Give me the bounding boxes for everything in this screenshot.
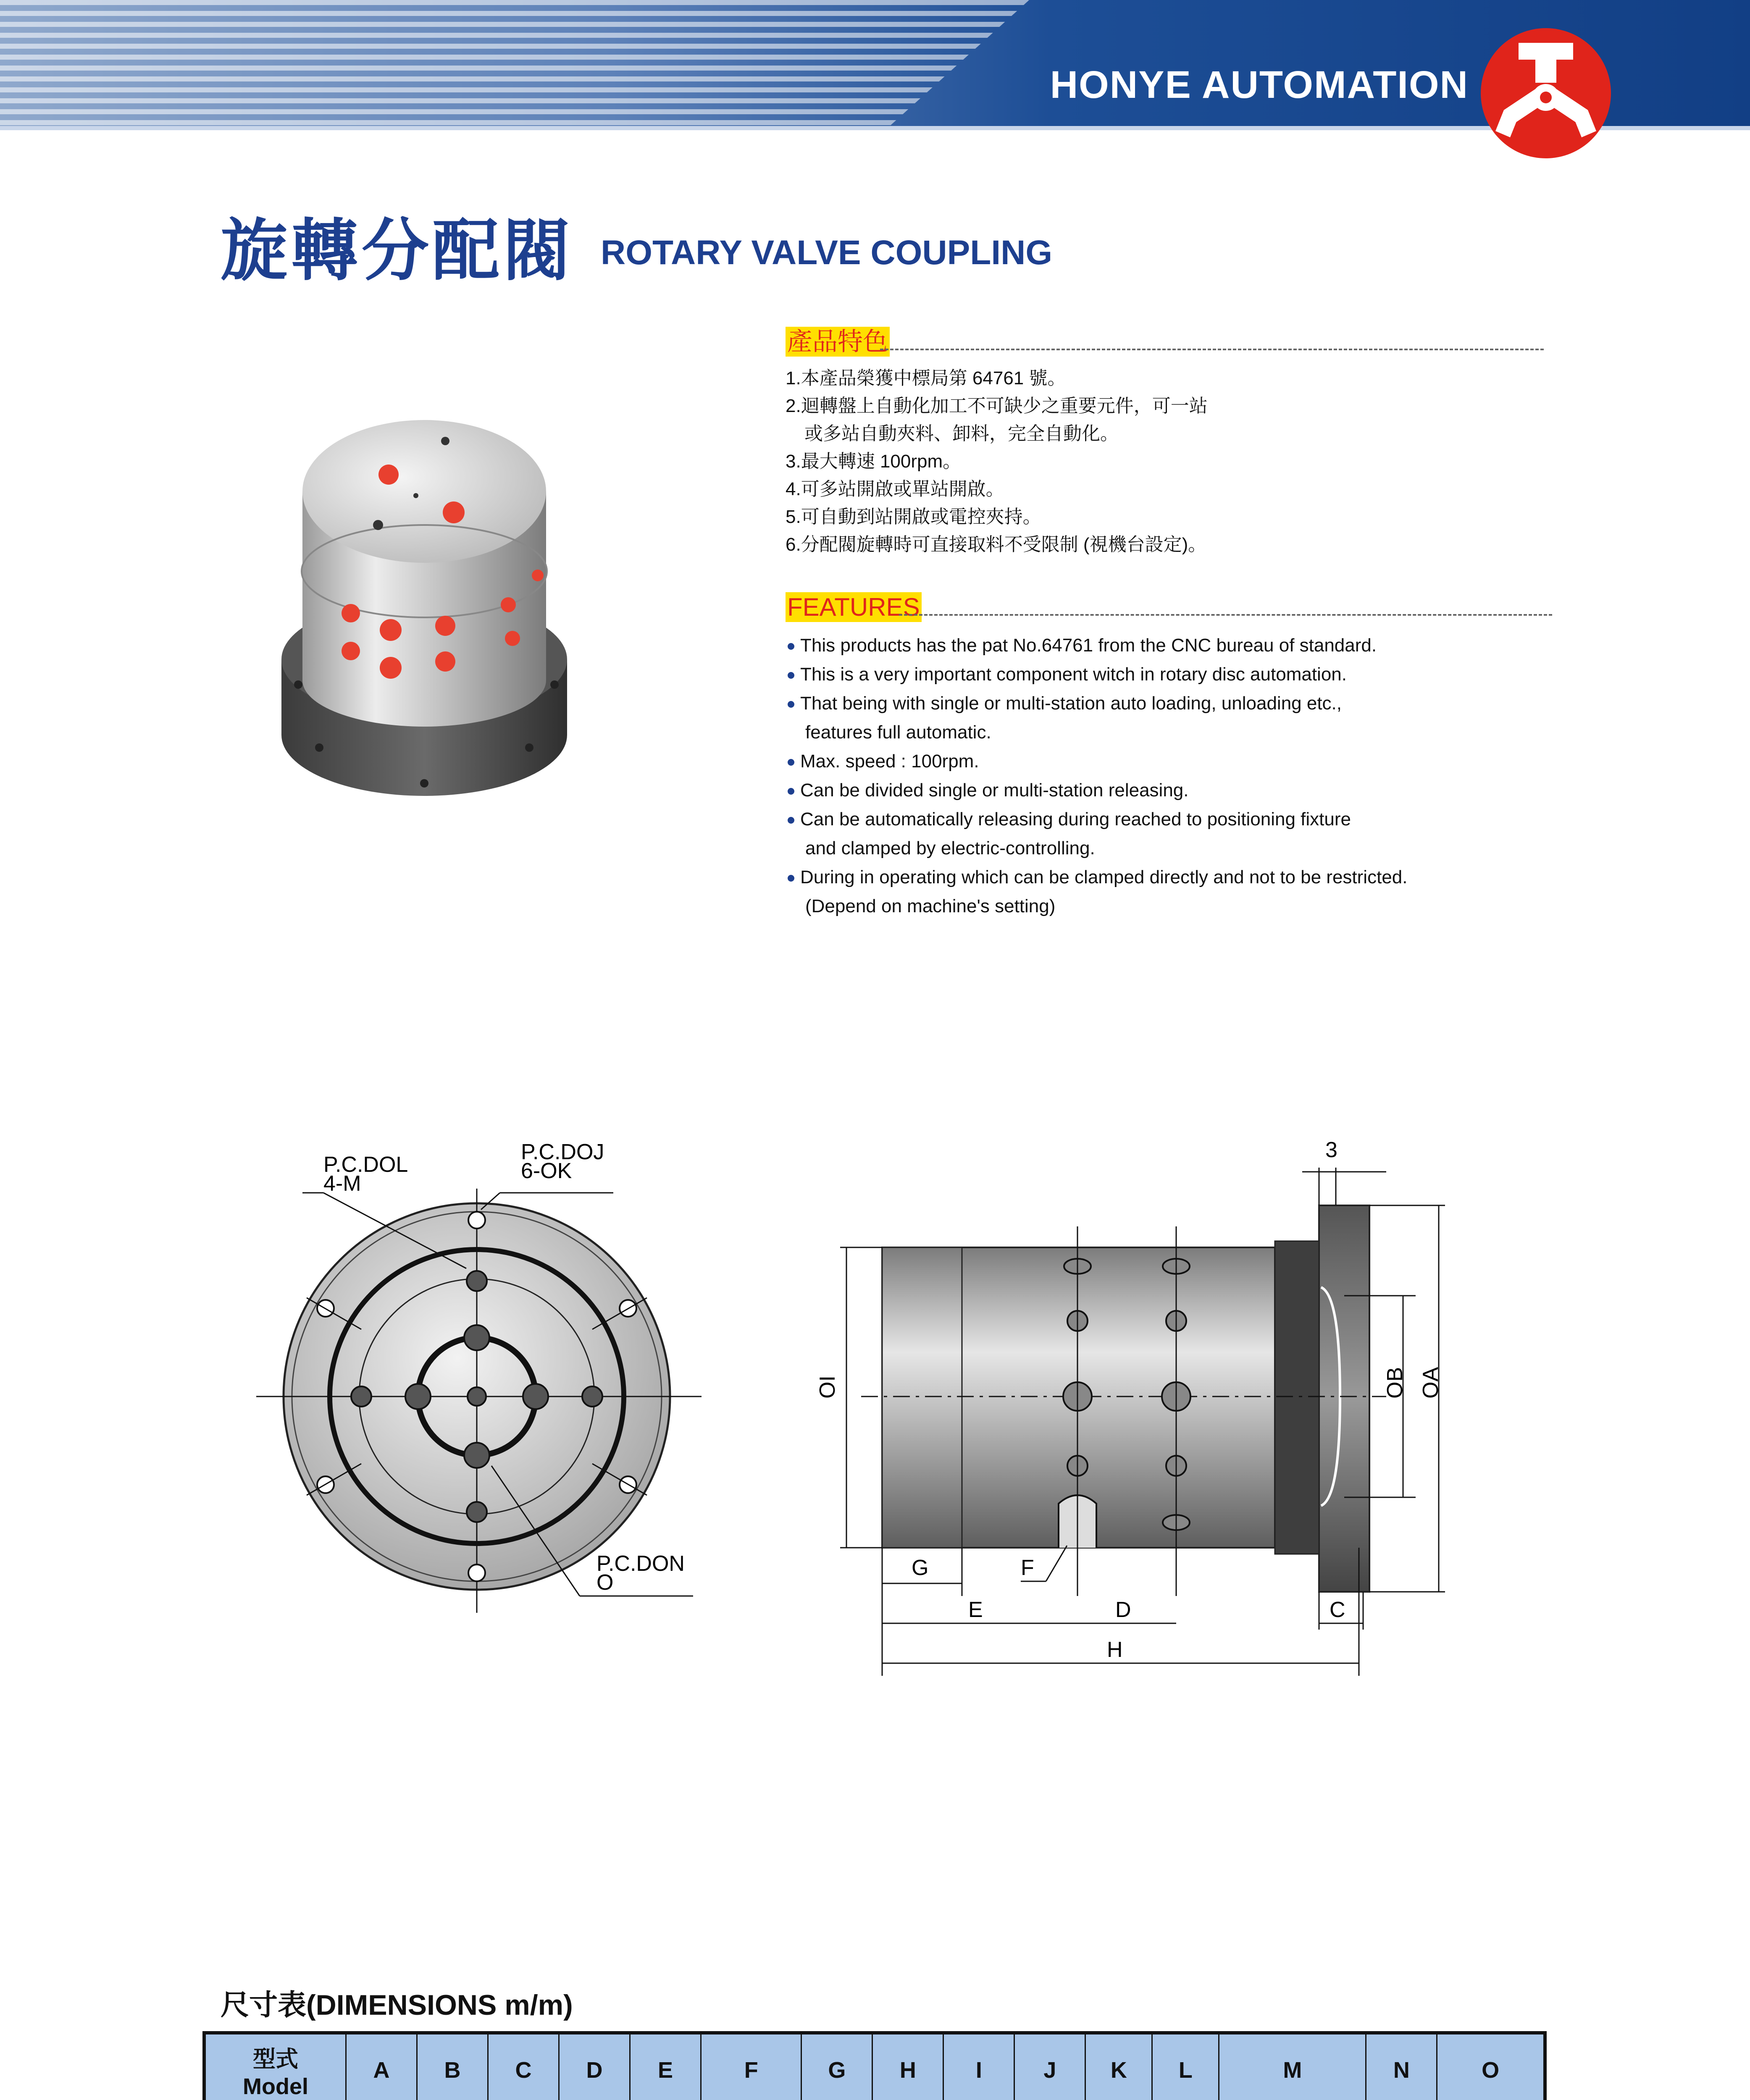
features-en-item: features full automatic. xyxy=(805,722,991,743)
features-en-item: Can be automatically releasing during reached to positioning fixture xyxy=(788,805,1407,834)
bullet-icon xyxy=(788,788,794,795)
features-en-divider xyxy=(899,614,1552,616)
dimensions-title: 尺寸表(DIMENSIONS m/m) xyxy=(221,1989,573,2021)
header-stripes xyxy=(0,0,1029,130)
label-pcd-on: P.C.DON xyxy=(596,1551,685,1576)
features-en-item: (Depend on machine's setting) xyxy=(805,896,1056,916)
features-cn-divider xyxy=(880,349,1544,350)
column-header: J xyxy=(1014,2033,1085,2100)
column-header: K xyxy=(1085,2033,1152,2100)
features-en-item: That being with single or multi-station auto loading, unloading etc., xyxy=(788,689,1407,718)
product-photo xyxy=(269,391,580,819)
label-4m: 4-M xyxy=(323,1171,361,1196)
column-header: F xyxy=(701,2033,801,2100)
features-cn-section xyxy=(786,327,890,357)
bullet-icon xyxy=(788,759,794,766)
features-en-section xyxy=(786,592,922,622)
features-cn-item: 6.分配閥旋轉時可直接取料不受限制 (視機台設定)。 xyxy=(786,534,1207,555)
dim-g: G xyxy=(912,1556,929,1580)
front-view-drawing xyxy=(256,1130,702,1625)
side-view-drawing xyxy=(798,1130,1512,1697)
features-cn-item: 或多站自動夾料、卸料，完全自動化。 xyxy=(804,423,1119,444)
features-en-item: and clamped by electric-controlling. xyxy=(805,838,1095,858)
features-cn-item: 5.可自動到站開啟或電控夾持。 xyxy=(786,507,1041,527)
column-header: N xyxy=(1366,2033,1437,2100)
honye-logo-icon xyxy=(1479,26,1613,160)
label-6ok: 6-OK xyxy=(521,1159,572,1183)
features-en-list xyxy=(788,631,1407,921)
label-pcd-oj: P.C.DOJ xyxy=(521,1140,604,1164)
bullet-icon xyxy=(788,817,794,824)
bullet-icon xyxy=(788,672,794,679)
column-header: L xyxy=(1152,2033,1219,2100)
dim-c: C xyxy=(1330,1598,1345,1622)
features-en-item: Max. speed : 100rpm. xyxy=(788,747,1407,776)
column-header: C xyxy=(488,2033,559,2100)
page-title-english: ROTARY VALVE COUPLING xyxy=(601,234,1053,272)
dim-ob: OB xyxy=(1383,1367,1407,1399)
features-en-item: This products has the pat No.64761 from the CNC bureau of standard. xyxy=(788,631,1407,660)
dim-f: F xyxy=(1021,1556,1034,1580)
column-header: I xyxy=(943,2033,1014,2100)
dim-oa: OA xyxy=(1419,1367,1443,1399)
features-cn-item: 2.迴轉盤上自動化加工不可缺少之重要元件，可一站 xyxy=(786,396,1208,416)
bullet-icon xyxy=(788,643,794,650)
features-cn-item: 1.本產品榮獲中標局第 64761 號。 xyxy=(786,368,1066,388)
features-en-item: This is a very important component witch in rotary disc automation. xyxy=(788,660,1407,689)
features-en-item: During in operating which can be clamped directly and not to be restricted. xyxy=(788,863,1407,892)
dimensions-table xyxy=(202,2031,1547,2100)
column-header: E xyxy=(630,2033,701,2100)
dim-3: 3 xyxy=(1325,1138,1337,1162)
bullet-icon xyxy=(788,701,794,708)
model-header: 型式 Model xyxy=(204,2033,346,2100)
features-cn-item: 3.最大轉速 100rpm。 xyxy=(786,451,962,472)
column-header: M xyxy=(1219,2033,1366,2100)
dim-e: E xyxy=(968,1598,983,1622)
features-en-heading: FEATURES xyxy=(786,592,922,622)
features-cn-heading: 產品特色 xyxy=(786,327,890,357)
features-en-item: Can be divided single or multi-station releasing. xyxy=(788,776,1407,805)
column-header: H xyxy=(872,2033,943,2100)
column-header: O xyxy=(1437,2033,1545,2100)
label-pcd-ol: P.C.DOL xyxy=(323,1152,408,1177)
column-header: D xyxy=(559,2033,630,2100)
column-header: G xyxy=(801,2033,872,2100)
features-cn-list xyxy=(786,365,1208,559)
label-o: O xyxy=(596,1570,614,1595)
features-cn-item: 4.可多站開啟或單站開啟。 xyxy=(786,479,1004,499)
dim-h: H xyxy=(1107,1638,1123,1662)
brand-name: HONYE AUTOMATION xyxy=(1050,63,1469,106)
dim-d: D xyxy=(1115,1598,1131,1622)
page-title-chinese: 旋轉分配閥 xyxy=(221,213,574,288)
table-header-row xyxy=(204,2033,1545,2100)
bullet-icon xyxy=(788,875,794,882)
dim-oi: OI xyxy=(815,1376,840,1399)
column-header: B xyxy=(417,2033,488,2100)
column-header: A xyxy=(346,2033,417,2100)
